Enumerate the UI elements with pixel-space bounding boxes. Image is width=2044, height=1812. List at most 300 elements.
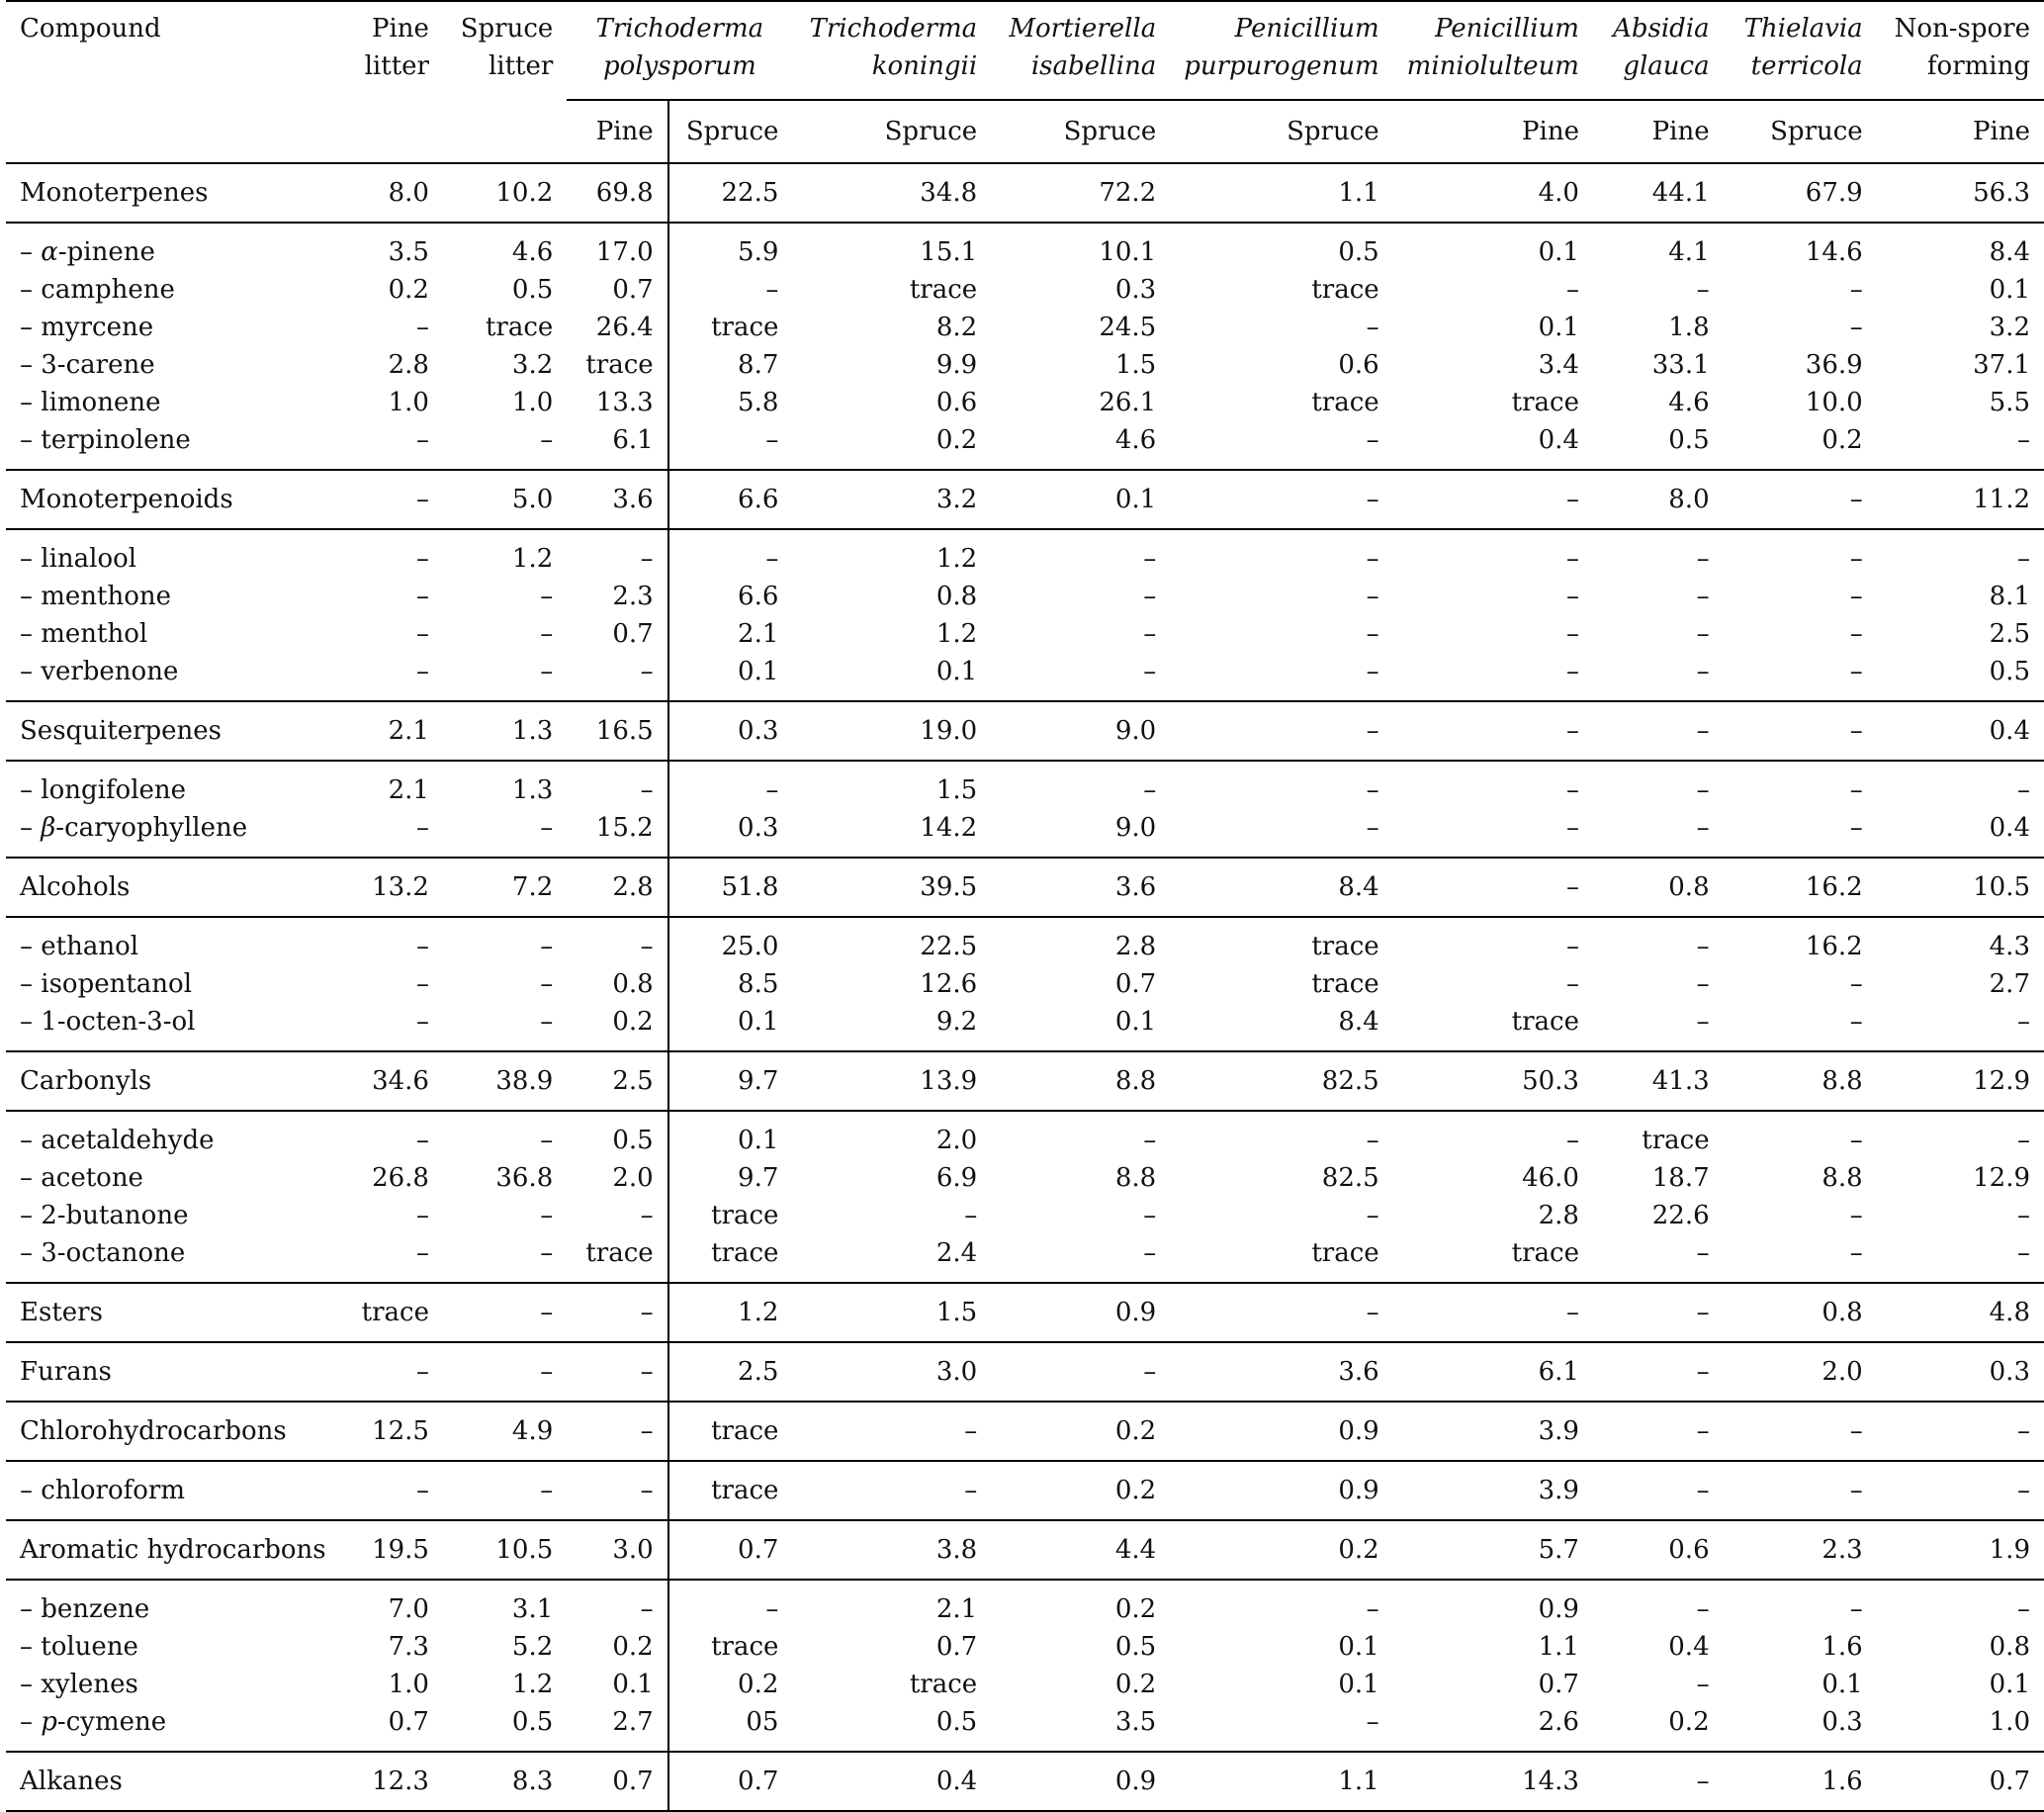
value-cell: 33.1 bbox=[1651, 350, 1710, 380]
value-cell: 56.3 bbox=[1877, 163, 2044, 223]
value-cell: 6.1 bbox=[567, 421, 667, 470]
value-cell: – bbox=[1849, 619, 1863, 649]
value-cell: 18.7 bbox=[1651, 1163, 1710, 1193]
value-cell: 46.0 bbox=[1522, 1163, 1579, 1193]
value-cell: trace bbox=[1311, 275, 1379, 305]
compound-row bbox=[6, 809, 2044, 858]
value-cell: – bbox=[1696, 775, 1710, 805]
value-cell: 0.2 bbox=[1593, 1703, 1724, 1752]
compound-row bbox=[6, 346, 2044, 384]
value-cell: – bbox=[640, 932, 654, 961]
value-cell: 5.2 bbox=[511, 1632, 554, 1662]
category-name: Alkanes bbox=[6, 1752, 340, 1811]
value-cell: 0.1 bbox=[1989, 275, 2030, 305]
value-cell: 8.8 bbox=[1114, 1163, 1157, 1193]
value-cell: trace bbox=[668, 1628, 793, 1666]
value-cell: 0.2 bbox=[668, 1666, 793, 1703]
value-cell: – bbox=[415, 313, 429, 342]
value-cell: – bbox=[1565, 544, 1579, 574]
value-cell: – bbox=[1593, 1234, 1724, 1283]
value-cell: trace bbox=[585, 350, 654, 380]
value-cell: trace bbox=[485, 313, 554, 342]
value-cell: 0.7 bbox=[340, 1703, 443, 1752]
value-cell: 34.8 bbox=[792, 163, 991, 223]
header-pine-litter-line2: litter bbox=[364, 51, 429, 81]
value-cell: 6.1 bbox=[1393, 1342, 1593, 1402]
value-cell: – bbox=[1849, 1201, 1863, 1230]
value-cell: – bbox=[415, 619, 429, 649]
compound-row bbox=[6, 965, 2044, 1003]
value-cell: 8.0 bbox=[340, 163, 443, 223]
value-cell: 0.8 bbox=[1724, 1283, 1877, 1342]
value-cell: 1.0 bbox=[511, 388, 554, 417]
header-pine-litter-line1: Pine bbox=[372, 14, 429, 44]
value-cell: 0.2 bbox=[567, 1003, 667, 1051]
value-cell: 8.2 bbox=[935, 313, 978, 342]
category-name: Furans bbox=[6, 1342, 340, 1402]
value-cell: 8.4 bbox=[1170, 1003, 1392, 1051]
value-cell: 1.5 bbox=[935, 775, 978, 805]
value-cell: 8.4 bbox=[1170, 858, 1392, 917]
value-cell: 0.3 bbox=[668, 701, 793, 761]
value-cell: 51.8 bbox=[668, 858, 793, 917]
header-pen-pur-line1: Penicillium bbox=[1234, 14, 1379, 44]
value-cell: – bbox=[415, 544, 429, 574]
value-cell: – bbox=[567, 653, 667, 701]
compound-name: – terpinolene bbox=[6, 421, 340, 470]
value-cell: 2.1 bbox=[668, 615, 793, 653]
compound-row bbox=[6, 1197, 2044, 1234]
compound-name: – α-pinene bbox=[20, 237, 155, 267]
value-cell: 1.2 bbox=[668, 1283, 793, 1342]
value-cell: – bbox=[540, 932, 554, 961]
value-cell: – bbox=[567, 1461, 667, 1520]
value-cell: 4.3 bbox=[1989, 932, 2030, 961]
value-cell: – bbox=[1849, 313, 1863, 342]
value-cell: trace bbox=[1642, 1126, 1710, 1155]
value-cell: – bbox=[1724, 701, 1877, 761]
value-cell: 0.1 bbox=[668, 1111, 793, 1159]
value-cell: – bbox=[415, 582, 429, 611]
compound-row bbox=[6, 1580, 2044, 1628]
value-cell: 8.4 bbox=[1989, 237, 2030, 267]
value-cell: 0.8 bbox=[935, 582, 978, 611]
value-cell: 0.7 bbox=[567, 1752, 667, 1811]
value-cell: 0.6 bbox=[935, 388, 978, 417]
value-cell: 0.9 bbox=[1170, 1461, 1392, 1520]
value-cell: 1.3 bbox=[443, 701, 567, 761]
value-cell: 0.5 bbox=[612, 1126, 654, 1155]
value-cell: – bbox=[443, 1342, 567, 1402]
value-cell: – bbox=[1393, 858, 1593, 917]
value-cell: 0.3 bbox=[1724, 1703, 1877, 1752]
value-cell: – bbox=[340, 809, 443, 858]
category-row bbox=[6, 470, 2044, 529]
value-cell: 34.6 bbox=[340, 1051, 443, 1111]
value-cell: 0.9 bbox=[1170, 1402, 1392, 1461]
value-cell: 1.2 bbox=[511, 544, 554, 574]
value-cell: 9.7 bbox=[668, 1159, 793, 1197]
value-cell: 0.1 bbox=[1338, 1632, 1379, 1662]
compound-name: – benzene bbox=[20, 1594, 150, 1624]
value-cell: – bbox=[1170, 1703, 1392, 1752]
value-cell: – bbox=[668, 421, 793, 470]
value-cell: 0.1 bbox=[668, 653, 793, 701]
value-cell: – bbox=[415, 969, 429, 999]
value-cell: – bbox=[340, 653, 443, 701]
category-name: Monoterpenoids bbox=[6, 470, 340, 529]
compound-name: – 3-carene bbox=[20, 350, 155, 380]
value-cell: – bbox=[1877, 421, 2044, 470]
compound-row bbox=[6, 1628, 2044, 1666]
header-t-poly-line2: polysporum bbox=[602, 51, 756, 81]
value-cell: 1.2 bbox=[511, 1670, 554, 1699]
header-spruce-litter-line1: Spruce bbox=[460, 14, 554, 44]
value-cell: 0.4 bbox=[1877, 701, 2044, 761]
value-cell: – bbox=[1877, 1461, 2044, 1520]
value-cell: 2.0 bbox=[612, 1163, 654, 1193]
value-cell: 36.9 bbox=[1805, 350, 1863, 380]
value-cell: 17.0 bbox=[595, 237, 654, 267]
category-name: Chlorohydrocarbons bbox=[6, 1402, 340, 1461]
value-cell: 0.3 bbox=[1114, 275, 1157, 305]
value-cell: – bbox=[1593, 1402, 1724, 1461]
value-cell: – bbox=[668, 529, 793, 578]
value-cell: 3.6 bbox=[567, 470, 667, 529]
header-t-kon-line2: koningii bbox=[871, 51, 978, 81]
value-cell: – bbox=[340, 470, 443, 529]
header-pen-pur-line2: purpurogenum bbox=[1184, 51, 1379, 81]
category-row bbox=[6, 1752, 2044, 1811]
value-cell: 3.2 bbox=[511, 350, 554, 380]
value-cell: 12.5 bbox=[340, 1402, 443, 1461]
value-cell: – bbox=[1565, 275, 1579, 305]
compound-row bbox=[6, 1666, 2044, 1703]
value-cell: – bbox=[1143, 544, 1157, 574]
value-cell: – bbox=[567, 1283, 667, 1342]
value-cell: – bbox=[443, 1234, 567, 1283]
value-cell: – bbox=[1565, 1126, 1579, 1155]
value-cell: 0.6 bbox=[1338, 350, 1379, 380]
value-cell: 0.9 bbox=[991, 1283, 1170, 1342]
value-cell: 7.0 bbox=[388, 1594, 429, 1624]
value-cell: 3.2 bbox=[1989, 313, 2030, 342]
value-cell: 3.5 bbox=[991, 1703, 1170, 1752]
value-cell: 0.8 bbox=[1989, 1632, 2030, 1662]
value-cell: 0.3 bbox=[1877, 1342, 2044, 1402]
header-absidia-line2: glauca bbox=[1623, 51, 1710, 81]
value-cell: – bbox=[1724, 1402, 1877, 1461]
value-cell: 0.4 bbox=[1877, 809, 2044, 858]
value-cell: – bbox=[1143, 582, 1157, 611]
header-mort-line1: Mortierella bbox=[1009, 14, 1157, 44]
value-cell: 2.8 bbox=[567, 858, 667, 917]
value-cell: – bbox=[1849, 544, 1863, 574]
value-cell: 0.7 bbox=[1877, 1752, 2044, 1811]
value-cell: 2.8 bbox=[388, 350, 429, 380]
value-cell: – bbox=[443, 1283, 567, 1342]
table-header bbox=[6, 1, 2044, 163]
value-cell: trace bbox=[668, 1234, 793, 1283]
header-pen-min-line2: miniolulteum bbox=[1406, 51, 1579, 81]
compound-name: – camphene bbox=[20, 275, 175, 305]
value-cell: – bbox=[2017, 1201, 2030, 1230]
header-mort-line2: isabellina bbox=[1030, 51, 1157, 81]
value-cell: – bbox=[1724, 1234, 1877, 1283]
value-cell: – bbox=[1366, 544, 1379, 574]
value-cell: – bbox=[1593, 1752, 1724, 1811]
value-cell: 0.1 bbox=[1989, 1670, 2030, 1699]
header-compound-label: Compound bbox=[20, 14, 161, 44]
value-cell: – bbox=[964, 1201, 978, 1230]
value-cell: 12.9 bbox=[1877, 1051, 2044, 1111]
value-cell: 10.5 bbox=[1877, 858, 2044, 917]
value-cell: 9.0 bbox=[991, 701, 1170, 761]
value-cell: trace bbox=[567, 1234, 667, 1283]
value-cell: 5.5 bbox=[1989, 388, 2030, 417]
value-cell: 19.0 bbox=[792, 701, 991, 761]
compound-name: – verbenone bbox=[6, 653, 340, 701]
value-cell: – bbox=[1849, 775, 1863, 805]
value-cell: 26.4 bbox=[595, 313, 654, 342]
compound-row bbox=[6, 761, 2044, 809]
value-cell: – bbox=[443, 421, 567, 470]
value-cell: trace bbox=[1311, 388, 1379, 417]
value-cell: 3.9 bbox=[1393, 1402, 1593, 1461]
value-cell: – bbox=[1849, 1126, 1863, 1155]
value-cell: 2.8 bbox=[1538, 1201, 1579, 1230]
value-cell: 0.6 bbox=[1593, 1520, 1724, 1580]
value-cell: 1.3 bbox=[511, 775, 554, 805]
category-row bbox=[6, 1402, 2044, 1461]
compound-row bbox=[6, 1159, 2044, 1197]
header-nonspore-line1: Non-spore bbox=[1894, 14, 2030, 44]
value-cell: 0.5 bbox=[1114, 1632, 1157, 1662]
value-cell: 0.1 bbox=[991, 470, 1170, 529]
value-cell: 3.0 bbox=[792, 1342, 991, 1402]
value-cell: – bbox=[1170, 1283, 1392, 1342]
value-cell: – bbox=[1696, 932, 1710, 961]
value-cell: – bbox=[2017, 775, 2030, 805]
value-cell: 1.6 bbox=[1724, 1752, 1877, 1811]
value-cell: – bbox=[1170, 653, 1392, 701]
value-cell: 5.8 bbox=[668, 384, 793, 421]
header-nonspore-line2: forming bbox=[1926, 51, 2030, 81]
value-cell: trace bbox=[1393, 1234, 1593, 1283]
value-cell: – bbox=[340, 1003, 443, 1051]
value-cell: 0.4 bbox=[1668, 1632, 1710, 1662]
compound-name: – longifolene bbox=[20, 775, 187, 805]
compound-row bbox=[6, 1003, 2044, 1051]
value-cell: 9.2 bbox=[792, 1003, 991, 1051]
value-cell: – bbox=[1393, 470, 1593, 529]
header-non-spore-forming bbox=[1877, 1, 2044, 100]
value-cell: 14.6 bbox=[1805, 237, 1863, 267]
value-cell: 0.5 bbox=[1338, 237, 1379, 267]
value-cell: – bbox=[567, 1342, 667, 1402]
category-name: Alcohols bbox=[6, 858, 340, 917]
volatile-compounds-table bbox=[6, 0, 2044, 1812]
value-cell: – bbox=[1849, 582, 1863, 611]
value-cell: 13.3 bbox=[595, 388, 654, 417]
value-cell: 0.1 bbox=[1822, 1670, 1863, 1699]
header-spruce-litter bbox=[443, 1, 567, 100]
compound-name: – 2-butanone bbox=[20, 1201, 189, 1230]
value-cell: 0.7 bbox=[1538, 1670, 1579, 1699]
value-cell: 8.1 bbox=[1989, 582, 2030, 611]
value-cell: 3.8 bbox=[792, 1520, 991, 1580]
value-cell: – bbox=[1393, 701, 1593, 761]
compound-name: – p-cymene bbox=[6, 1703, 340, 1752]
value-cell: – bbox=[1366, 619, 1379, 649]
value-cell: 82.5 bbox=[1321, 1163, 1379, 1193]
value-cell: 0.1 bbox=[1538, 313, 1579, 342]
value-cell: 0.7 bbox=[668, 1752, 793, 1811]
header-thielavia-terricola bbox=[1724, 1, 1877, 100]
value-cell: 4.1 bbox=[1668, 237, 1710, 267]
value-cell: – bbox=[540, 582, 554, 611]
value-cell: trace bbox=[340, 1283, 443, 1342]
header-sub-1: Spruce bbox=[668, 100, 793, 163]
value-cell: – bbox=[668, 1580, 793, 1628]
header-penicillium-purpurogenum bbox=[1170, 1, 1392, 100]
value-cell: – bbox=[1724, 653, 1877, 701]
value-cell: 8.3 bbox=[443, 1752, 567, 1811]
value-cell: trace bbox=[909, 275, 978, 305]
value-cell: – bbox=[1696, 1594, 1710, 1624]
value-cell: 2.0 bbox=[1724, 1342, 1877, 1402]
value-cell: 3.6 bbox=[1170, 1342, 1392, 1402]
value-cell: 44.1 bbox=[1593, 163, 1724, 223]
value-cell: 4.4 bbox=[991, 1520, 1170, 1580]
value-cell: 22.5 bbox=[920, 932, 978, 961]
value-cell: – bbox=[1170, 809, 1392, 858]
value-cell: – bbox=[340, 421, 443, 470]
value-cell: – bbox=[540, 969, 554, 999]
value-cell: 0.2 bbox=[612, 1632, 654, 1662]
value-cell: – bbox=[1593, 1461, 1724, 1520]
value-cell: 6.6 bbox=[668, 470, 793, 529]
value-cell: – bbox=[1593, 701, 1724, 761]
value-cell: 1.1 bbox=[1538, 1632, 1579, 1662]
value-cell: 8.7 bbox=[668, 346, 793, 384]
value-cell: – bbox=[1696, 582, 1710, 611]
value-cell: 13.2 bbox=[340, 858, 443, 917]
value-cell: 0.4 bbox=[792, 1752, 991, 1811]
compound-row bbox=[6, 1703, 2044, 1752]
category-name: Sesquiterpenes bbox=[6, 701, 340, 761]
value-cell: 1.0 bbox=[1877, 1703, 2044, 1752]
value-cell: 0.5 bbox=[792, 1703, 991, 1752]
value-cell: 9.0 bbox=[991, 809, 1170, 858]
value-cell: 2.7 bbox=[1989, 969, 2030, 999]
value-cell: 1.1 bbox=[1170, 163, 1392, 223]
value-cell: 14.3 bbox=[1393, 1752, 1593, 1811]
category-row bbox=[6, 858, 2044, 917]
value-cell: – bbox=[1366, 313, 1379, 342]
value-cell: 1.5 bbox=[792, 1283, 991, 1342]
value-cell: – bbox=[1696, 1670, 1710, 1699]
header-t-poly-line1: Trichoderma bbox=[595, 14, 764, 44]
value-cell: – bbox=[540, 619, 554, 649]
value-cell: 0.1 bbox=[991, 1003, 1170, 1051]
header-t-kon-line1: Trichoderma bbox=[809, 14, 978, 44]
value-cell: 41.3 bbox=[1593, 1051, 1724, 1111]
header-sub-3: Spruce bbox=[1063, 117, 1157, 146]
value-cell: – bbox=[640, 1594, 654, 1624]
value-cell: 0.2 bbox=[792, 421, 991, 470]
category-row bbox=[6, 1342, 2044, 1402]
value-cell: 12.3 bbox=[340, 1752, 443, 1811]
value-cell: 13.9 bbox=[792, 1051, 991, 1111]
category-row bbox=[6, 163, 2044, 223]
value-cell: trace bbox=[1511, 388, 1579, 417]
value-cell: 16.5 bbox=[567, 701, 667, 761]
value-cell: 0.2 bbox=[991, 1461, 1170, 1520]
value-cell: 1.0 bbox=[388, 1670, 429, 1699]
value-cell: 7.3 bbox=[388, 1632, 429, 1662]
value-cell: trace bbox=[668, 1461, 793, 1520]
value-cell: 67.9 bbox=[1724, 163, 1877, 223]
compound-name: – β-caryophyllene bbox=[6, 809, 340, 858]
value-cell: trace bbox=[668, 1402, 793, 1461]
value-cell: – bbox=[2017, 1594, 2030, 1624]
value-cell: – bbox=[1593, 809, 1724, 858]
value-cell: – bbox=[340, 1461, 443, 1520]
value-cell: – bbox=[991, 1234, 1170, 1283]
value-cell: – bbox=[1393, 809, 1593, 858]
value-cell: 9.9 bbox=[935, 350, 978, 380]
value-cell: – bbox=[991, 1342, 1170, 1402]
category-row bbox=[6, 701, 2044, 761]
value-cell: – bbox=[1877, 1402, 2044, 1461]
category-row bbox=[6, 1520, 2044, 1580]
compound-row bbox=[6, 653, 2044, 701]
value-cell: 2.5 bbox=[1989, 619, 2030, 649]
compound-row bbox=[6, 1461, 2044, 1520]
compound-name: – acetaldehyde bbox=[20, 1126, 215, 1155]
value-cell: – bbox=[1565, 582, 1579, 611]
value-cell: 0.7 bbox=[612, 619, 654, 649]
value-cell: – bbox=[1877, 1003, 2044, 1051]
header-pen-min-line1: Penicillium bbox=[1434, 14, 1579, 44]
value-cell: 0.8 bbox=[1593, 858, 1724, 917]
value-cell: 36.8 bbox=[495, 1163, 554, 1193]
value-cell: 1.9 bbox=[1877, 1520, 2044, 1580]
value-cell: 1.6 bbox=[1822, 1632, 1863, 1662]
value-cell: 14.2 bbox=[792, 809, 991, 858]
header-spruce-litter-line2: litter bbox=[488, 51, 554, 81]
compound-row bbox=[6, 421, 2044, 470]
compound-row bbox=[6, 1234, 2044, 1283]
category-name: Esters bbox=[6, 1283, 340, 1342]
value-cell: 2.1 bbox=[340, 701, 443, 761]
value-cell: 1.5 bbox=[1114, 350, 1157, 380]
value-cell: 12.6 bbox=[920, 969, 978, 999]
value-cell: – bbox=[1724, 809, 1877, 858]
value-cell: – bbox=[991, 653, 1170, 701]
value-cell: – bbox=[1143, 1201, 1157, 1230]
compound-row bbox=[6, 917, 2044, 965]
compound-row bbox=[6, 223, 2044, 271]
value-cell: 38.9 bbox=[443, 1051, 567, 1111]
compound-row bbox=[6, 384, 2044, 421]
header-trichoderma-koningii bbox=[792, 1, 991, 100]
value-cell: 0.2 bbox=[991, 1402, 1170, 1461]
value-cell: trace bbox=[1170, 1234, 1392, 1283]
compound-name: – menthol bbox=[20, 619, 148, 649]
value-cell: 0.2 bbox=[1114, 1670, 1157, 1699]
